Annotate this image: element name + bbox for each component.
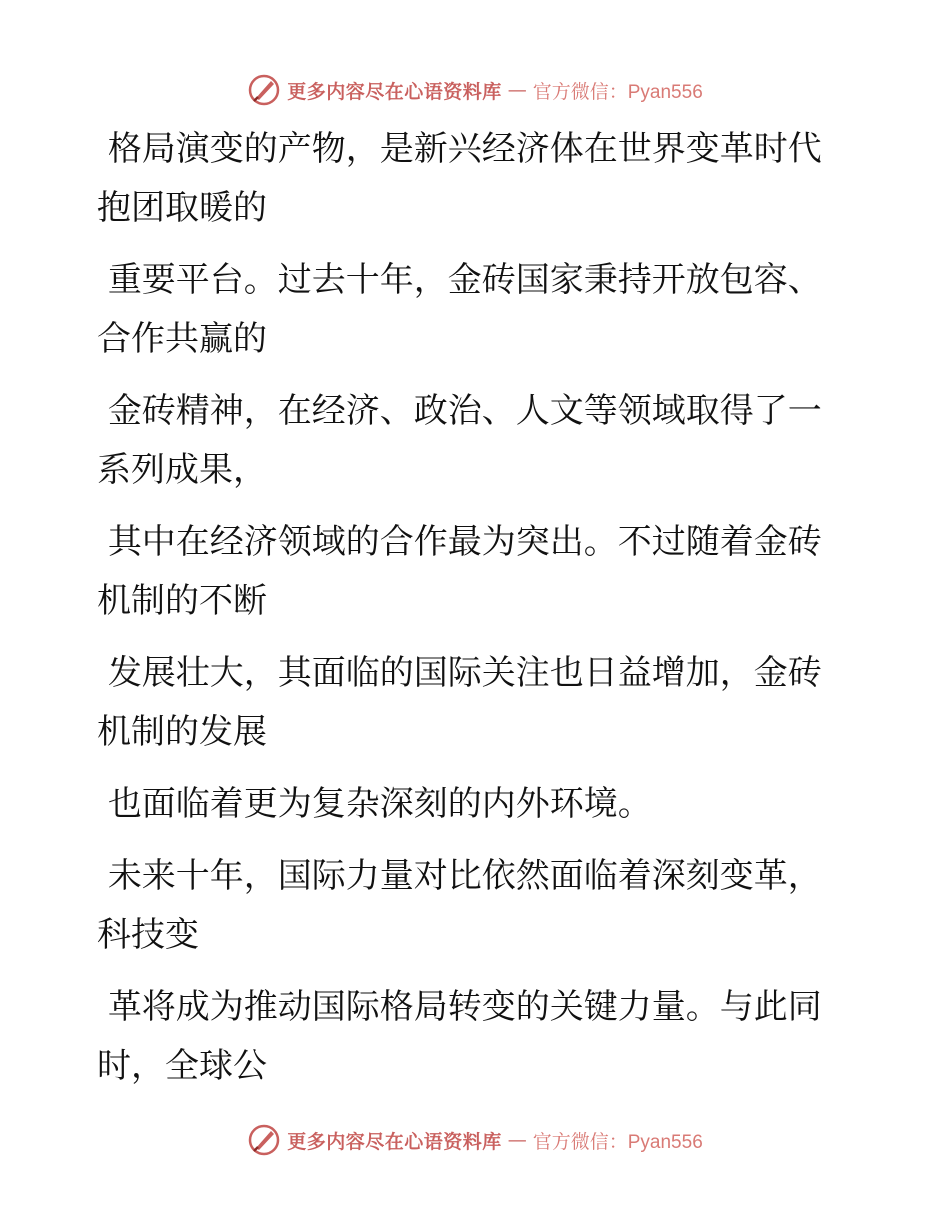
watermark-brand-text: 更多内容尽在心语资料库 <box>287 80 502 103</box>
footer-watermark <box>0 1120 950 1160</box>
quill-pen-logo-icon <box>247 73 281 107</box>
paragraph: 金砖精神，在经济、政治、人文等领域取得了一系列成果， <box>97 391 822 490</box>
watermark-brand-text: 更多内容尽在心语资料库 <box>287 1130 502 1153</box>
watermark-separator: — <box>507 79 527 101</box>
watermark-contact-text: 官方微信：Pyan556 <box>532 81 703 103</box>
watermark-separator: — <box>507 1129 527 1151</box>
paragraph: 也面临着更为复杂深刻的内外环境。 <box>97 784 652 824</box>
paragraph: 其中在经济领域的合作最为突出。不过随着金砖机制的不断 <box>97 522 822 621</box>
paragraph: 发展壮大，其面临的国际关注也日益增加，金砖机制的发展 <box>97 653 822 752</box>
watermark-contact-text: 官方微信：Pyan556 <box>532 1131 703 1153</box>
paragraph: 革将成为推动国际格局转变的关键力量。与此同时，全球公 <box>97 987 822 1086</box>
paragraph: 未来十年，国际力量对比依然面临着深刻变革，科技变 <box>97 856 822 955</box>
quill-pen-logo-icon <box>247 1123 281 1157</box>
header-watermark <box>0 70 950 110</box>
paragraph: 格局演变的产物，是新兴经济体在世界变革时代抱团取暖的 <box>97 129 822 228</box>
paragraph: 重要平台。过去十年，金砖国家秉持开放包容、合作共赢的 <box>97 260 822 359</box>
body-text <box>97 120 837 1109</box>
